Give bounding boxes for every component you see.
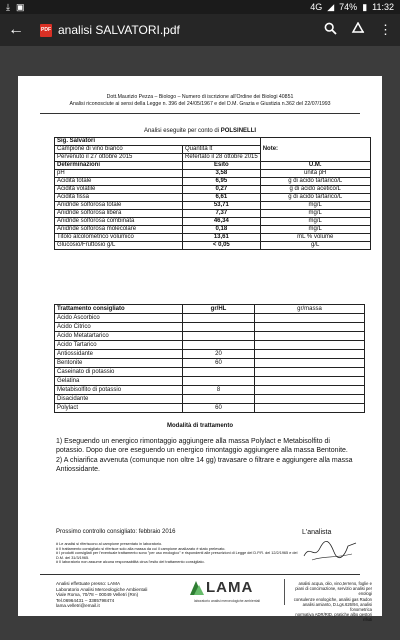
table-cell: 13,61 (183, 234, 261, 242)
header-cell: U.M. (260, 162, 370, 170)
table-cell (183, 368, 255, 377)
table-cell: g/L (260, 242, 370, 250)
result-row (55, 194, 371, 202)
app-bar-actions (324, 22, 392, 38)
lab-address-line: Viale Roma, 70/78 – 00049 Velletri (Rm) (56, 592, 139, 598)
table-cell (183, 332, 255, 341)
results-body (55, 170, 371, 250)
table-cell (255, 368, 365, 377)
table-cell: Gelatina (55, 377, 183, 386)
analysis-title (18, 128, 382, 134)
table-cell: 60 (183, 359, 255, 368)
table-cell: mg/L (260, 202, 370, 210)
table-cell: 8 (183, 386, 255, 395)
note-line: # Il laboratorio non assume alcuna responsabilità circa l'esito del trattamento consigliato. (56, 560, 205, 565)
table-cell: Acidità totale (55, 178, 183, 186)
table-cell: mg/L (260, 210, 370, 218)
signal-icon: ◢ (327, 1, 335, 12)
table-cell: 7,37 (183, 210, 261, 218)
lama-logo-word: LAMA (206, 579, 254, 596)
table-cell: Acidità volatile (55, 186, 183, 194)
table-cell (183, 377, 255, 386)
table-cell: mg/L (260, 226, 370, 234)
more-options-icon[interactable]: ⋮ (379, 22, 392, 37)
table-cell (255, 404, 365, 413)
header-cell: gr/massa (255, 305, 365, 314)
table-cell (255, 323, 365, 332)
received-cell: Pervenuto il 27 ottobre 2015 (55, 154, 183, 162)
table-cell (183, 314, 255, 323)
status-right (310, 2, 394, 13)
table-cell: mg/L (260, 218, 370, 226)
table-cell: Acido Tartarico (55, 341, 183, 350)
treatment-row (55, 323, 365, 332)
disclaimer-notes (56, 542, 306, 565)
letterhead-line-1: Dott.Maurizio Pezza – Biologo – Numero di iscrizione all'Ordine dei Biologi 40851 (106, 94, 294, 100)
app-bar (0, 14, 400, 46)
result-row (55, 226, 371, 234)
pdf-viewer[interactable] (0, 46, 400, 640)
table-cell: 46,34 (183, 218, 261, 226)
table-cell: Anidride solforosa combinata (55, 218, 183, 226)
table-cell: Acidità fissa (55, 194, 183, 202)
services-line: analisi amianto, D.Lgs.626/94, analisi fonometrica (302, 601, 372, 613)
table-cell (255, 359, 365, 368)
table-cell: 20 (183, 350, 255, 359)
header-cell: Determinazioni (55, 162, 183, 170)
table-cell: 0,18 (183, 226, 261, 234)
network-label: 4G (310, 2, 323, 12)
lab-address (56, 581, 176, 609)
table-cell: g di acido tartarico/L (260, 178, 370, 186)
treatment-body (55, 314, 365, 413)
table-cell: 60 (183, 404, 255, 413)
treatment-row (55, 350, 365, 359)
analyst-label: L'analista (302, 529, 332, 536)
table-cell (255, 350, 365, 359)
table-cell (183, 341, 255, 350)
services-line: normativa ADR/RID, pratiche albo gestori rifiuti (295, 612, 372, 623)
table-cell: 6,61 (183, 194, 261, 202)
table-cell: pH (55, 170, 183, 178)
table-cell: Anidride solforosa totale (55, 202, 183, 210)
download-icon: ⤓ (6, 1, 10, 12)
table-cell: < 0,05 (183, 242, 261, 250)
treatment-row (55, 341, 365, 350)
treatment-row (55, 314, 365, 323)
reported-cell: Refertato il 28 ottobre 2015 (183, 154, 261, 162)
table-cell: g di acido tartarico/L (260, 194, 370, 202)
table-cell: 3,58 (183, 170, 261, 178)
treatment-row (55, 359, 365, 368)
drive-add-icon[interactable] (351, 22, 365, 38)
note-line: # I prodotti consigliati per l'eventuale trattamento sono "per uso enologico" e rispondenti alle prescrizioni di Legge del D.P.R. del 12/2/1965 e del D.M. del 31/3/1965. (56, 551, 298, 560)
analysis-title-prefix: Analisi eseguite per conto di (143, 128, 220, 134)
table-cell: Bentonite (55, 359, 183, 368)
table-cell: 6,95 (183, 178, 261, 186)
image-icon: ▣ (15, 1, 25, 12)
quantity-cell: Quantità lt (183, 146, 261, 154)
table-cell: 53,71 (183, 202, 261, 210)
results-header-row (55, 162, 371, 170)
treatment-method-title: Modalità di trattamento (166, 423, 233, 429)
sample-row (55, 138, 371, 146)
status-bar (0, 0, 400, 14)
lab-address-line: Tel.06964431 – 3385798474 (56, 597, 115, 603)
search-icon[interactable] (324, 22, 337, 38)
table-cell: Antiossidante (55, 350, 183, 359)
table-cell: Acido Ascorbico (55, 314, 183, 323)
next-check: Prossimo controllo consigliato: febbraio 2016 (56, 529, 176, 535)
note-line: # Il trattamento consigliato si riferisce solo alla massa da cui il campione analizzato è stato prelevato. (56, 546, 226, 551)
treatment-header-row (55, 305, 365, 314)
notes-label: Note: (260, 138, 370, 162)
lab-address-line: Analisi effettuate presso: LAMA (56, 581, 121, 586)
letterhead-line-2: Analisi riconosciute ai sensi della Legge n. 396 del 24/05/1967 e del D.M. Grazia e Giustizia n.362 del 22/07/1993 (69, 101, 331, 107)
result-row (55, 186, 371, 194)
table-cell (255, 341, 365, 350)
document-title: analisi SALVATORI.pdf (58, 23, 180, 37)
table-cell (183, 323, 255, 332)
battery-label: 74% (339, 2, 358, 12)
header-cell: Esito (183, 162, 261, 170)
table-cell (255, 377, 365, 386)
result-row (55, 234, 371, 242)
header-divider (40, 113, 360, 114)
analyst-signature (300, 534, 360, 564)
result-row (55, 170, 371, 178)
lama-logo-subtitle: laboratorio analisi merceologiche ambientali (194, 599, 260, 603)
table-cell: Polylact (55, 404, 183, 413)
table-cell: Caseinato di potassio (55, 368, 183, 377)
note-line: # Le analisi si riferiscono al campione presentato in laboratorio. (56, 542, 163, 546)
table-cell: 0,27 (183, 186, 261, 194)
battery-icon: ▮ (362, 1, 368, 12)
status-left (6, 2, 25, 13)
services-line: analisi acqua, olio, vino,terreno, foglie e (298, 581, 372, 586)
table-cell: Anidride solforosa molecolare (55, 226, 183, 234)
lab-address-line: Laboratorio Analisi Merceologiche Ambientali (56, 586, 148, 592)
pdf-page (18, 76, 382, 623)
treatment-row (55, 386, 365, 395)
footer-vertical-divider (284, 579, 285, 605)
treatment-row (55, 377, 365, 386)
treatment-row (55, 395, 365, 404)
services-line: piani di concimazione, servizio analisi per enologi (295, 586, 372, 597)
table-cell: Glucosio/Fruttosio g/L (55, 242, 183, 250)
treatment-row (55, 332, 365, 341)
result-row (55, 218, 371, 226)
table-cell (255, 386, 365, 395)
subject-cell: Sig. Salvatori (55, 138, 261, 146)
table-cell (255, 314, 365, 323)
client-name: POLSINELLI (220, 128, 257, 134)
treatment-method-text (56, 438, 356, 476)
treatment-row (55, 368, 365, 377)
header-cell: Trattamento consigliato (55, 305, 183, 314)
back-arrow-icon[interactable]: ← (8, 21, 24, 38)
lab-services (288, 581, 372, 623)
result-row (55, 178, 371, 186)
treatment-row (55, 404, 365, 413)
letterhead (18, 94, 382, 108)
table-cell (255, 332, 365, 341)
table-cell: Acido Citrico (55, 323, 183, 332)
result-row (55, 210, 371, 218)
table-cell: unità pH (260, 170, 370, 178)
table-cell: Titolo alcolometrico volumico (55, 234, 183, 242)
lab-address-line: lama.velletri@email.it (56, 603, 100, 609)
pdf-file-icon: PDF (40, 24, 52, 37)
table-cell: g di acido acetico/L (260, 186, 370, 194)
table-cell: Disacidante (55, 395, 183, 404)
treatment-step-2: 2) A chiarifica avvenuta (comunque non oltre 14 gg) travasare o filtrare e aggiungere alla massa Antiossidante. (56, 457, 353, 473)
result-row (55, 242, 371, 250)
header-cell: gr/HL (183, 305, 255, 314)
result-row (55, 202, 371, 210)
table-cell: Anidride solforosa libera (55, 210, 183, 218)
results-table (54, 137, 371, 250)
services-line: consulenze enologiche, analisi gas Radon (293, 596, 372, 602)
table-cell: mL % volume (260, 234, 370, 242)
table-cell (255, 395, 365, 404)
table-cell: Metabisolfito di potassio (55, 386, 183, 395)
treatment-step-1: 1) Eseguendo un energico rimontaggio aggiungere alla massa Polylact e Metabisolfito di potassio. Dopo due ore eseguendo un energico rimontaggio aggiungere alla massa Bentonite. (56, 438, 348, 454)
clock: 11:32 (372, 2, 394, 12)
table-cell (183, 395, 255, 404)
treatment-table (54, 304, 365, 413)
sample-type-cell: Campione di vino bianco (55, 146, 183, 154)
table-cell: Acido Metatartarico (55, 332, 183, 341)
